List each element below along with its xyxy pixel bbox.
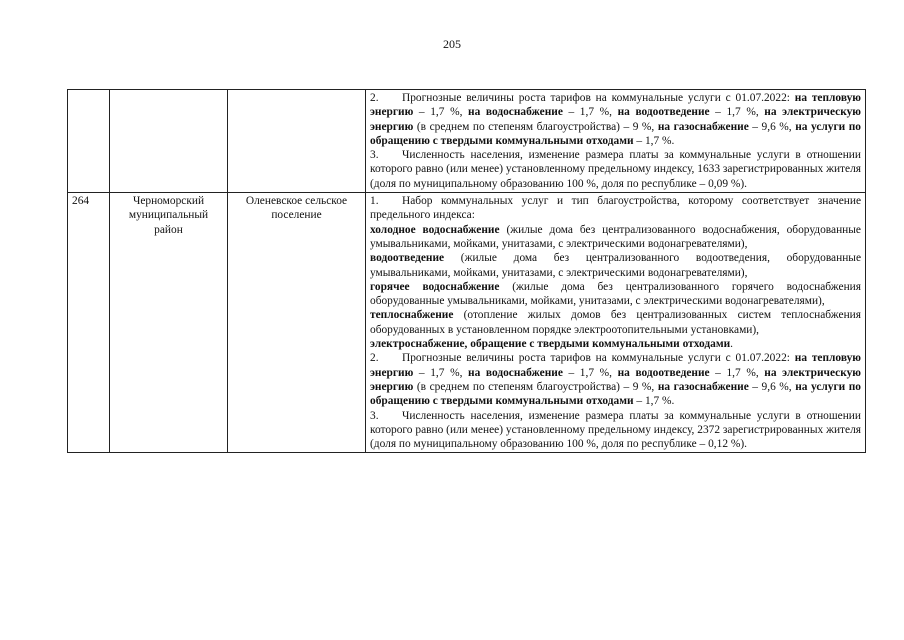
bold-text: на электрическую энергию (370, 366, 861, 393)
settlement-cell: Оленевское сельское поселение (228, 193, 366, 453)
table-row (68, 193, 866, 453)
description-cell (366, 193, 866, 453)
table-row (68, 90, 866, 193)
text-run: (жилые дома без централизованного водоотведения, оборудованные умывальниками, мойками, унитазами, с электрическими водонагревателями), (370, 252, 861, 279)
description-paragraph (370, 351, 861, 408)
district-cell (110, 90, 228, 193)
text-run: . (730, 338, 734, 351)
bold-text: на водоотведение (617, 366, 710, 379)
bold-text: горячее водоснабжение (370, 280, 500, 293)
description-paragraph (370, 194, 861, 223)
bold-text: на водоснабжение (468, 366, 563, 379)
bold-text: холодное водоснабжение (370, 223, 500, 236)
text-run: Прогнозные величины роста тарифов на коммунальные услуги с 01.07.2022: (402, 352, 795, 365)
bold-text: электроснабжение, обращение с твердыми коммунальными отходами (370, 338, 731, 351)
item-number: 3. (370, 409, 379, 422)
text-run: – 1,7 %. (633, 134, 675, 147)
description-paragraph (370, 308, 861, 337)
tariff-table (67, 89, 866, 453)
bold-text: водоотведение (370, 252, 445, 265)
settlement-cell (228, 90, 366, 193)
bold-text: на газоснабжение (657, 120, 749, 133)
text-run: – 1,7 %. (633, 395, 675, 408)
description-paragraph (370, 223, 861, 252)
text-run: – 1,7 %, (413, 366, 469, 379)
description-paragraph (370, 91, 861, 148)
text-run: Прогнозные величины роста тарифов на коммунальные услуги с 01.07.2022: (402, 92, 795, 104)
text-run: (жилые дома без централизованного водоснабжения, оборудованные умывальниками, мойками, унитазами, с электрическими водонагревателями), (370, 223, 861, 250)
bold-text: на тепловую энергию (370, 352, 861, 379)
text-run: – 1,7 %, (562, 366, 618, 379)
row-number-cell: 264 (68, 193, 110, 453)
bold-text: на газоснабжение (657, 380, 749, 393)
description-paragraph (370, 148, 861, 191)
text-run: Численность населения, изменение размера платы за коммунальные услуги в отношении которого равно (или менее) установленному предельному индексу, 2372 зарегистрированных жителя (доля по муниципальному образованию 100 %, доля по республике – 0,12 %). (370, 409, 861, 451)
text-run: – 1,7 %, (709, 106, 765, 119)
description-paragraph (370, 409, 861, 452)
bold-text: на тепловую энергию (370, 92, 861, 119)
description-cell (366, 90, 866, 193)
text-run: (в среднем по степеням благоустройства) – 9 %, (413, 120, 658, 133)
item-number: 2. (370, 352, 379, 365)
text-run: – 1,7 %, (709, 366, 765, 379)
bold-text: на услуги по обращению с твердыми коммунальными отходами (370, 380, 861, 408)
description-paragraph (370, 337, 861, 351)
text-run: (в среднем по степеням благоустройства) – 9 %, (413, 380, 658, 393)
text-run: (жилые дома без централизованного горячего водоснабжения оборудованные умывальниками, мойками, унитазами, с электрическими водонагревателями), (370, 280, 861, 308)
text-run: – 9,6 %, (748, 380, 796, 393)
row-number-cell (68, 90, 110, 193)
text-run: Численность населения, изменение размера платы за коммунальные услуги в отношении которого равно (или менее) установленному предельному индексу, 1633 зарегистрированных жителя (доля по муниципальному образованию 100 %, доля по республике – 0,09 %). (370, 149, 861, 190)
item-number: 1. (370, 195, 379, 208)
description-paragraph (370, 280, 861, 309)
bold-text: на водоотведение (617, 106, 710, 119)
bold-text: на водоснабжение (468, 106, 563, 119)
text-run: – 1,7 %, (413, 106, 469, 119)
table-body (68, 90, 866, 453)
item-number: 2. (370, 92, 379, 104)
item-number: 3. (370, 149, 379, 162)
text-run: (отопление жилых домов без централизованных систем теплоснабжения оборудованных в установленном порядке электроотопительными установками), (370, 309, 861, 336)
description-paragraph (370, 251, 861, 280)
text-run: Набор коммунальных услуг и тип благоустройства, которому соответствует значение предельного индекса: (370, 195, 861, 222)
text-run: – 1,7 %, (562, 106, 618, 119)
district-cell: Черноморский муниципальный район (110, 193, 228, 453)
page-number: 205 (443, 37, 461, 51)
text-run: – 9,6 %, (748, 120, 796, 133)
bold-text: на электрическую энергию (370, 106, 861, 133)
bold-text: на услуги по обращению с твердыми коммунальными отходами (370, 120, 861, 147)
bold-text: теплоснабжение (370, 309, 454, 322)
